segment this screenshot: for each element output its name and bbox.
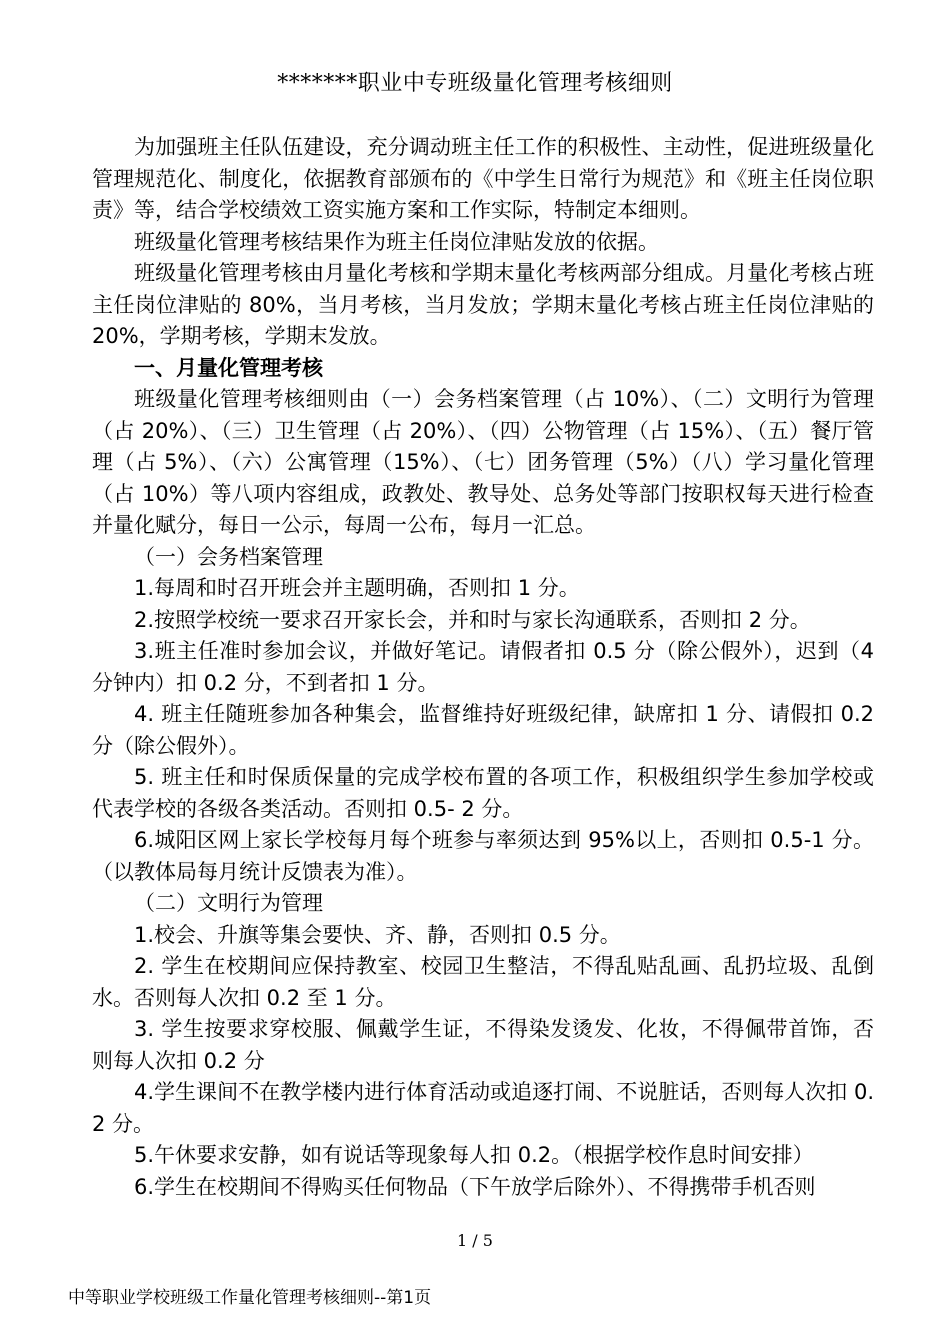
paragraph-composition: 班级量化管理考核由月量化考核和学期末量化考核两部分组成。月量化考核占班主任岗位津贴的 80%，当月考核，当月发放；学期末量化考核占班主任岗位津贴的 20%，学期考核，学期末发放。	[92, 261, 874, 348]
rule-item: 1.每周和时召开班会并主题明确，否则扣 1 分。	[134, 576, 580, 600]
page-number: 1 / 5	[457, 1231, 493, 1250]
rule-item: 4.学生课间不在教学楼内进行体育活动或追逐打闹、不说脏话，否则每人次扣 0.2 分。	[92, 1080, 874, 1136]
rule-item: 5. 班主任和时保质保量的完成学校布置的各项工作，积极组织学生参加学校或代表学校的各级各类活动。否则扣 0.5- 2 分。	[92, 765, 874, 821]
paragraph-items-overview: 班级量化管理考核细则由（一）会务档案管理（占 10%）、（二）文明行为管理（占 20%）、（三）卫生管理（占 20%）、（四）公物管理（占 15%）、（五）餐厅管理（占 5%）、（六）公寓管理（15%）、（七）团务管理（5%）（八）学习量化管理（占 10%）等八项内容组成，政教处、教导处、总务处等部门按职权每天进行检查并量化赋分，每日一公示，每周一公布，每月一汇总。	[92, 387, 874, 537]
subsection-heading-civil-behavior: （二）文明行为管理	[134, 891, 323, 915]
rule-item: 6.学生在校期间不得购买任何物品（下午放学后除外）、不得携带手机否则	[134, 1174, 816, 1199]
document-body	[92, 132, 874, 1203]
paragraph-basis: 班级量化管理考核结果作为班主任岗位津贴发放的依据。	[134, 229, 659, 254]
subsection-heading-meeting-archive: （一）会务档案管理	[134, 544, 323, 569]
rule-item: 1.校会、升旗等集会要快、齐、静，否则扣 0.5 分。	[134, 922, 621, 947]
rule-item: 5.午休要求安静，如有说话等现象每人扣 0.2。（根据学校作息时间安排）	[134, 1143, 814, 1167]
rule-item: 3.班主任准时参加会议，并做好笔记。请假者扣 0.5 分（除公假外），迟到（4 分钟内）扣 0.2 分，不到者扣 1 分。	[92, 639, 874, 695]
rule-item: 4. 班主任随班参加各种集会，监督维持好班级纪律，缺席扣 1 分、请假扣 0.2 分（除公假外）。	[92, 702, 874, 758]
document-title: *******职业中专班级量化管理考核细则	[277, 71, 673, 96]
section-heading-monthly: 一、月量化管理考核	[134, 355, 323, 380]
rule-item: 2. 学生在校期间应保持教室、校园卫生整洁，不得乱贴乱画、乱扔垃圾、乱倒水。否则每人次扣 0.2 至 1 分。	[92, 954, 874, 1010]
rule-item: 3. 学生按要求穿校服、佩戴学生证，不得染发烫发、化妆，不得佩带首饰，否则每人次扣 0.2 分	[92, 1017, 874, 1073]
footer-caption: 中等职业学校班级工作量化管理考核细则--第1页	[68, 1288, 432, 1308]
rule-item: 2.按照学校统一要求召开家长会，并和时与家长沟通联系，否则扣 2 分。	[134, 607, 811, 632]
paragraph-intro: 为加强班主任队伍建设，充分调动班主任工作的积极性、主动性，促进班级量化管理规范化、制度化，依据教育部颁布的《中学生日常行为规范》和《班主任岗位职责》等，结合学校绩效工资实施方案和工作实际，特制定本细则。	[92, 135, 874, 222]
rule-item: 6.城阳区网上家长学校每月每个班参与率须达到 95%以上，否则扣 0.5-1 分。（以教体局每月统计反馈表为准）。	[92, 828, 874, 884]
